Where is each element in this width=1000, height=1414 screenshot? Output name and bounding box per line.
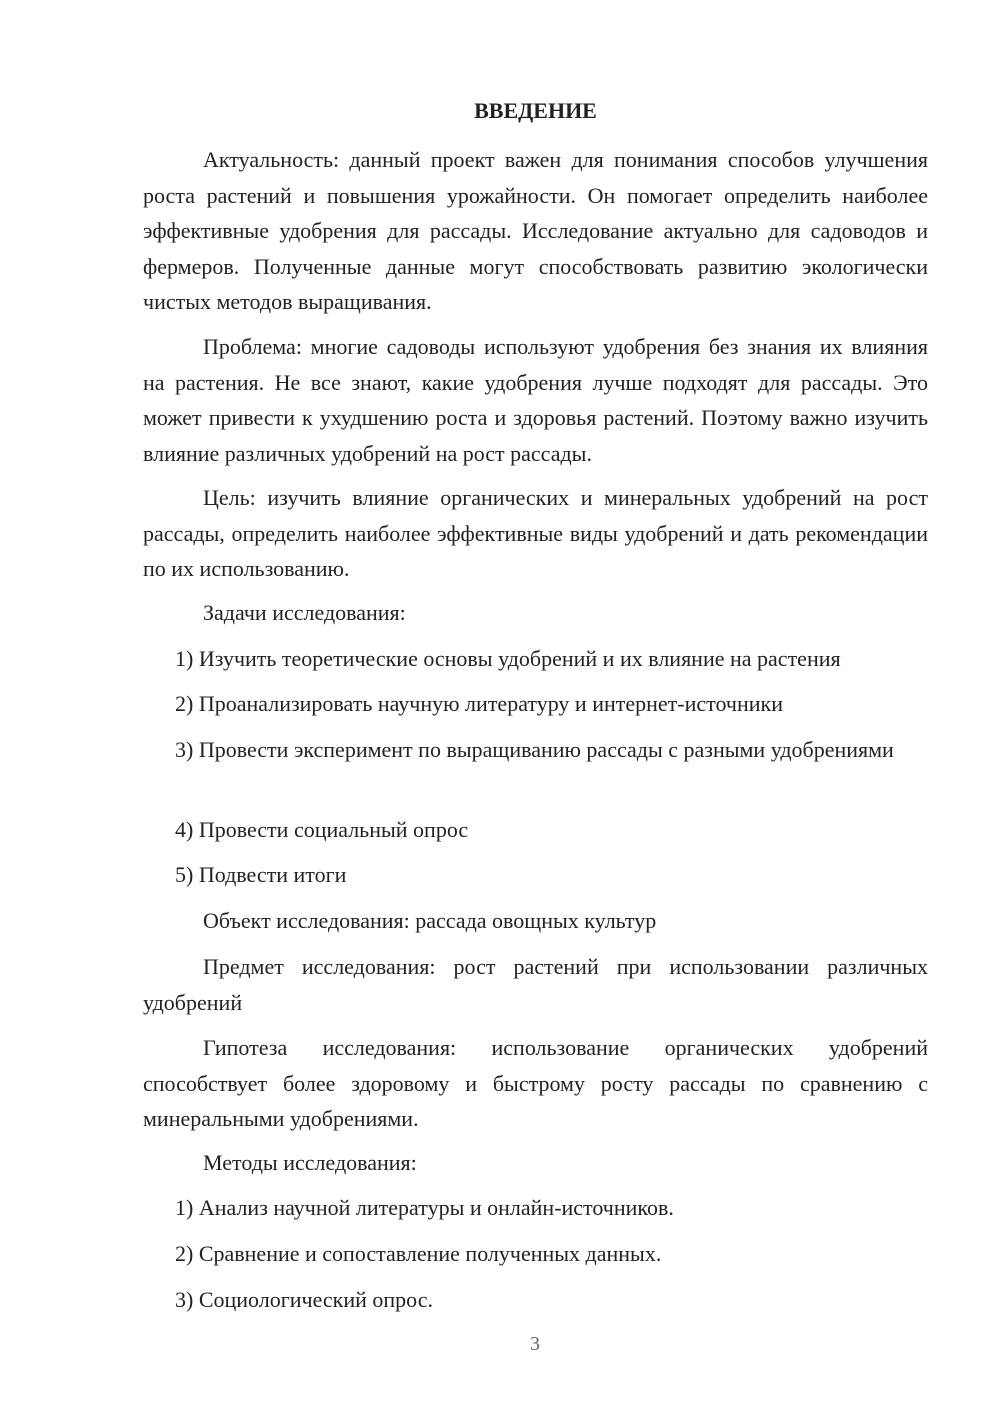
method-item-2: 2) Сравнение и сопоставление полученных данных. (175, 1241, 662, 1266)
task-item-2: 2) Проанализировать научную литературу и интернет-источники (175, 691, 783, 716)
paragraph-problem: Проблема: многие садоводы используют удобрения без знания их влияния на растения. Не все знают, какие удобрения лучше подходят для рассады. Это может привести к ухудшению роста и здоровья растений. Поэтому важно изучить влияние различных удобрений на рост рассады. (143, 334, 928, 466)
tasks-heading: Задачи исследования: (203, 600, 406, 625)
method-item-1: 1) Анализ научной литературы и онлайн-источников. (175, 1195, 674, 1220)
task-item-4: 4) Провести социальный опрос (175, 817, 469, 842)
task-item-1: 1) Изучить теоретические основы удобрений и их влияние на растения (175, 646, 841, 671)
methods-heading: Методы исследования: (203, 1150, 417, 1175)
method-item-3: 3) Социологический опрос. (175, 1287, 433, 1312)
page-number: 3 (530, 1333, 540, 1355)
paragraph-subject: Предмет исследования: рост растений при использовании различных удобрений (143, 954, 928, 1015)
paragraph-object: Объект исследования: рассада овощных культур (203, 908, 657, 933)
paragraph-hypothesis: Гипотеза исследования: использование органических удобрений способствует более здоровому и быстрому росту рассады по сравнению с минеральными удобрениями. (143, 1035, 928, 1131)
paragraph-goal: Цель: изучить влияние органических и минеральных удобрений на рост рассады, определить наиболее эффективные виды удобрений и дать рекомендации по их использованию. (143, 485, 928, 581)
task-item-5: 5) Подвести итоги (175, 862, 347, 887)
task-item-3: 3) Провести эксперимент по выращиванию рассады с разными удобрениями (175, 737, 894, 762)
page-title: ВВЕДЕНИЕ (474, 98, 597, 123)
paragraph-relevance: Актуальность: данный проект важен для понимания способов улучшения роста растений и повышения урожайности. Он помогает определить наиболее эффективные удобрения для рассады. Исследование актуально для садоводов и фермеров. Полученные данные могут способствовать развитию экологически чистых методов выращивания. (143, 147, 928, 314)
